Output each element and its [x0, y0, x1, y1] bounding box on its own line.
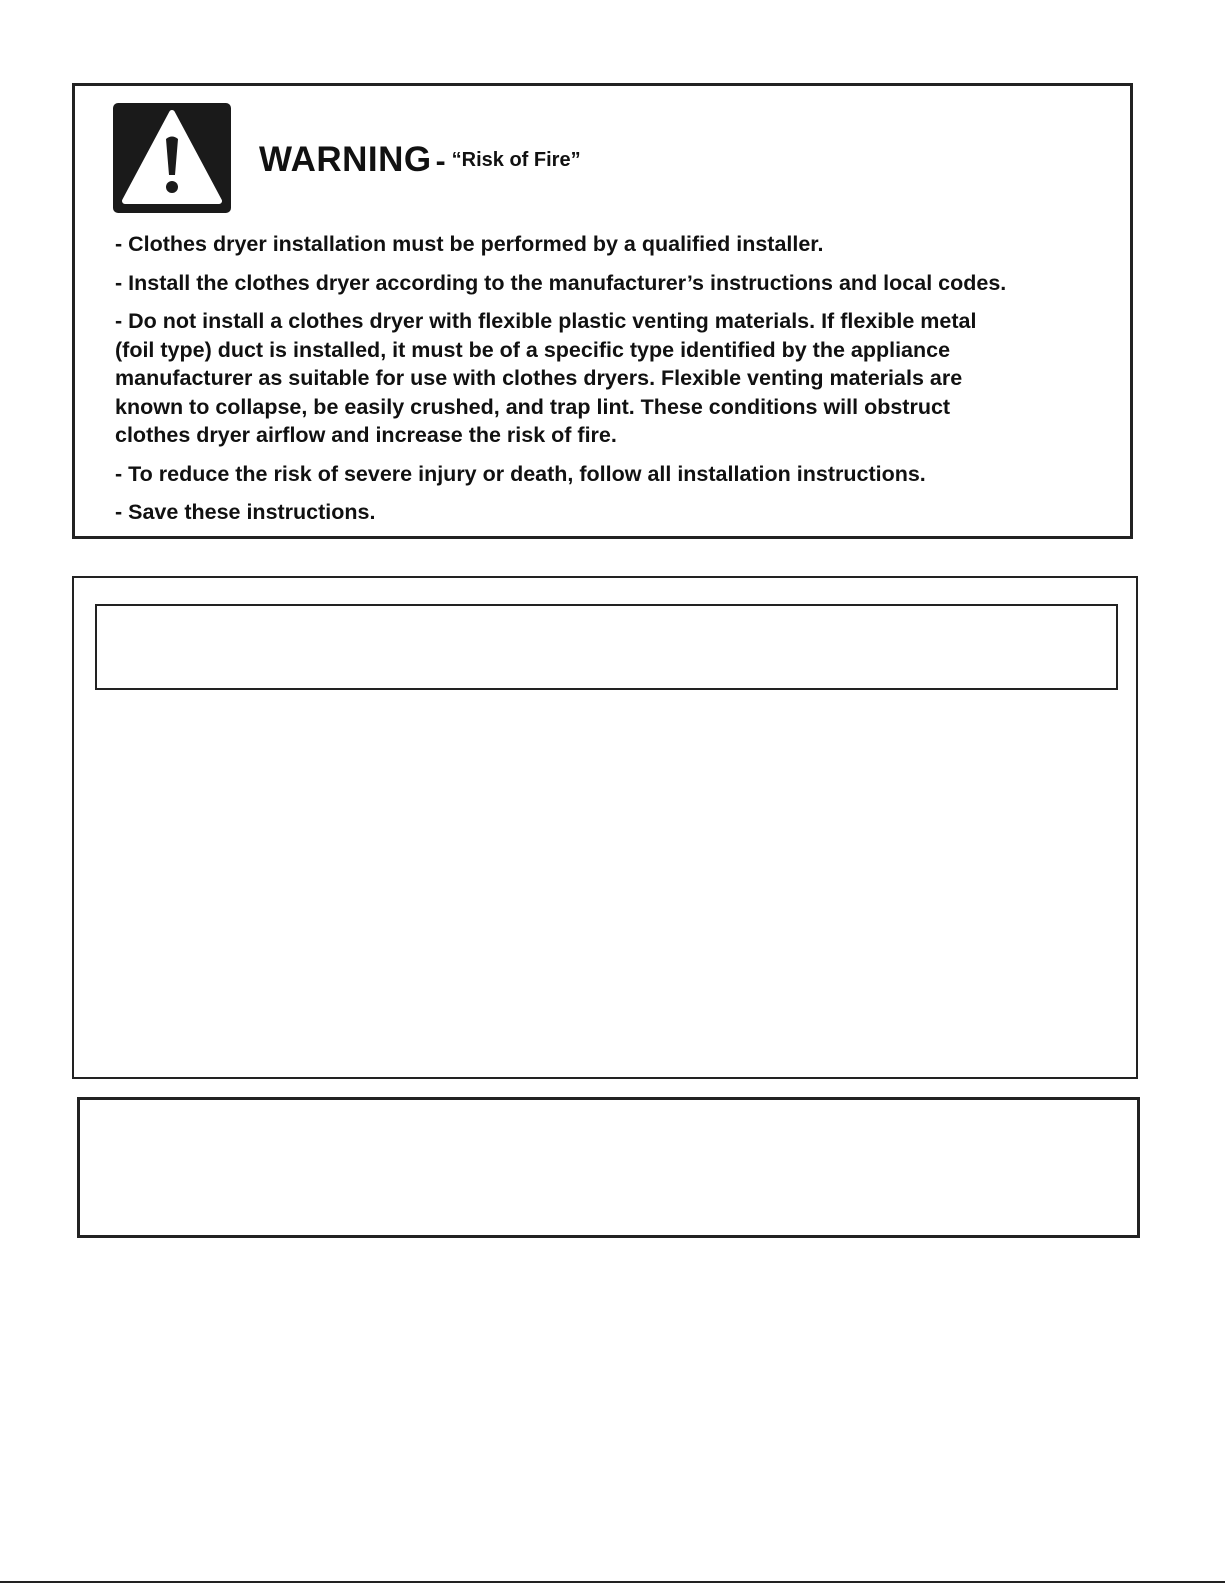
warning-item	[115, 460, 1115, 489]
warning-triangle-icon	[113, 103, 231, 213]
warning-item-line: - Clothes dryer installation must be performed by a qualified installer.	[115, 232, 824, 256]
warning-item-line: known to collapse, be easily crushed, and trap lint. These conditions will obstruct	[115, 394, 951, 419]
warning-subtitle: “Risk of Fire”	[451, 149, 581, 171]
warning-title: WARNING	[259, 140, 432, 179]
warning-heading	[259, 140, 581, 180]
blank-panel	[72, 576, 1138, 1079]
warning-item-line: manufacturer as suitable for use with clothes dryers. Flexible venting materials are	[115, 366, 963, 390]
warning-item-line: (foil type) duct is installed, it must be of a specific type identified by the appliance	[115, 337, 951, 362]
warning-item-line: - Install the clothes dryer according to the manufacturer’s instructions and local codes.	[115, 270, 1007, 295]
warning-dash: -	[435, 145, 446, 178]
warning-item	[115, 498, 1115, 527]
page-bottom-rule	[0, 1581, 1225, 1583]
blank-panel-header-box	[95, 604, 1118, 690]
warning-item	[115, 307, 1115, 450]
warning-item-line: - To reduce the risk of severe injury or death, follow all installation instructions.	[115, 461, 926, 486]
warning-list	[115, 230, 1115, 537]
warning-item	[115, 230, 1115, 259]
warning-item-line: clothes dryer airflow and increase the risk of fire.	[115, 423, 617, 447]
warning-item	[115, 269, 1115, 298]
blank-bottom-box	[77, 1097, 1140, 1238]
warning-item-line: - Save these instructions.	[115, 500, 376, 524]
warning-item-line: - Do not install a clothes dryer with flexible plastic venting materials. If flexible metal	[115, 309, 977, 333]
warning-box	[72, 83, 1133, 539]
